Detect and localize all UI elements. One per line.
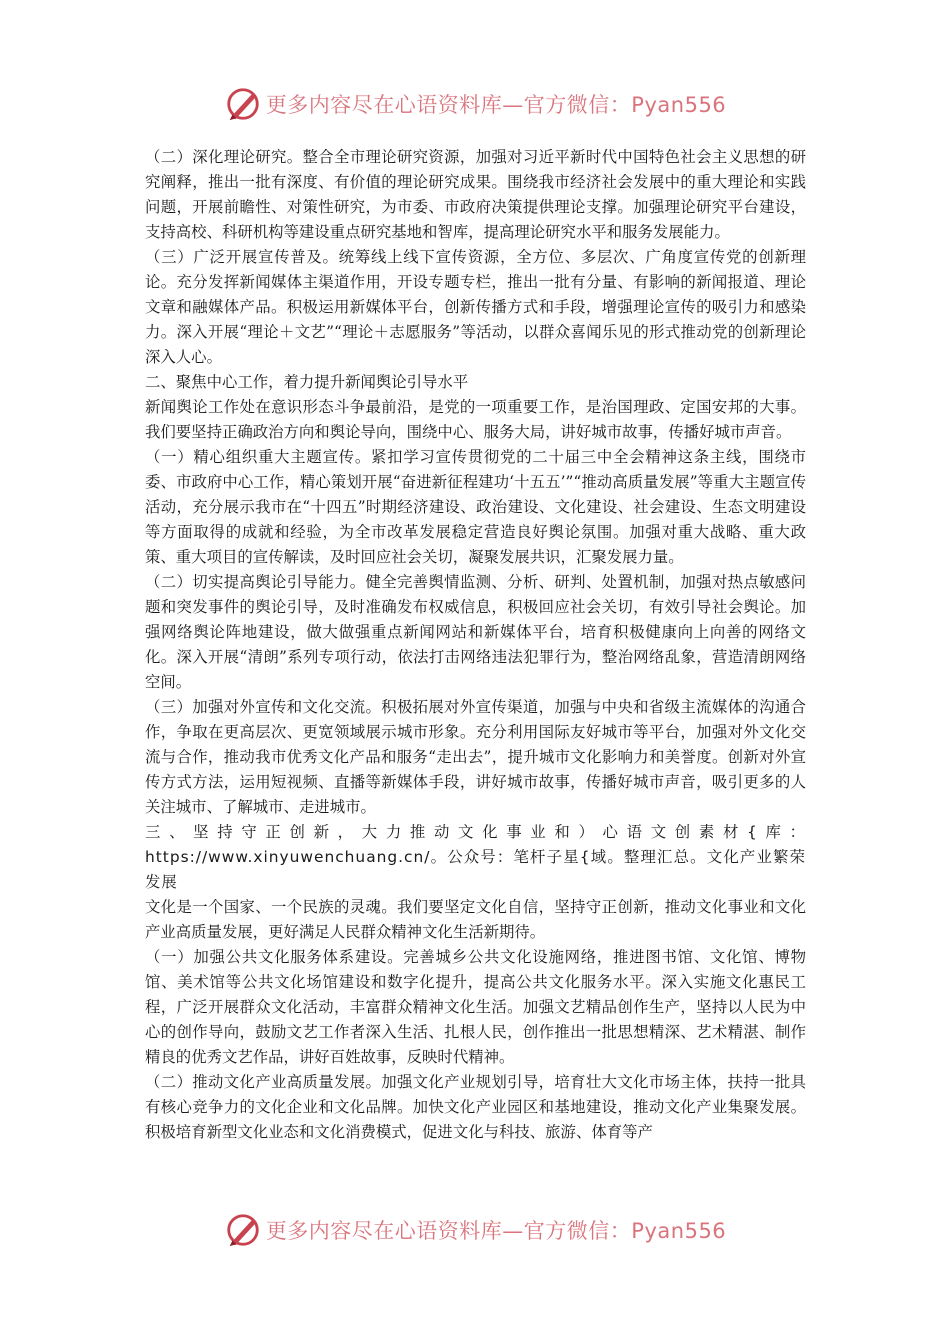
paragraph: （三）广泛开展宣传普及。统筹线上线下宣传资源，全方位、多层次、广角度宣传党的创新理论。充分发挥新闻媒体主渠道作用，开设专题专栏，推出一批有分量、有影响的新闻报道、理论文章和融媒体产品。积极运用新媒体平台，创新传播方式和手段，增强理论宣传的吸引力和感染力。深入开展“理论＋文艺”“理论＋志愿服务”等活动，以群众喜闻乐见的形式推动党的创新理论深入人心。 (145, 248, 806, 366)
paragraph: 文化是一个国家、一个民族的灵魂。我们要坚定文化自信，坚持守正创新，推动文化事业和文化产业高质量发展，更好满足人民群众精神文化生活新期待。 (145, 898, 806, 941)
paragraph: 新闻舆论工作处在意识形态斗争最前沿，是党的一项重要工作，是治国理政、定国安邦的大事。我们要坚持正确政治方向和舆论导向，围绕中心、服务大局，讲好城市故事，传播好城市声音。 (145, 398, 806, 441)
section-heading: 二、聚焦中心工作，着力提升新闻舆论引导水平 (145, 373, 469, 391)
pen-circle-logo-icon (224, 85, 262, 123)
banner-text: 更多内容尽在心语资料库—官方微信：Pyan556 (265, 1219, 727, 1243)
pen-circle-logo-icon (224, 1211, 262, 1249)
paragraph: （一）精心组织重大主题宣传。紧扣学习宣传贯彻党的二十届三中全会精神这条主线，围绕市委、市政府中心工作，精心策划开展“奋进新征程建功‘十五五’”“推动高质量发展”等重大主题宣传活动，充分展示我市在“十四五”时期经济建设、政治建设、文化建设、社会建设、生态文明建设等方面取得的成就和经验，为全市改革发展稳定营造良好舆论氛围。加强对重大战略、重大政策、重大项目的宣传解读，及时回应社会关切，凝聚发展共识，汇聚发展力量。 (145, 448, 806, 566)
document-body (145, 145, 806, 1145)
paragraph: （二）深化理论研究。整合全市理论研究资源，加强对习近平新时代中国特色社会主义思想的研究阐释，推出一批有深度、有价值的理论研究成果。围绕我市经济社会发展中的重大理论和实践问题，开展前瞻性、对策性研究，为市委、市政府决策提供理论支撑。加强理论研究平台建设，支持高校、科研机构等建设重点研究基地和智库，提高理论研究水平和服务发展能力。 (145, 148, 806, 241)
header-banner (0, 84, 950, 124)
paragraph: （二）推动文化产业高质量发展。加强文化产业规划引导，培育壮大文化市场主体，扶持一批具有核心竞争力的文化企业和文化品牌。加快文化产业园区和基地建设，推动文化产业集聚发展。积极培育新型文化业态和文化消费模式，促进文化与科技、旅游、体育等产 (145, 1073, 806, 1141)
paragraph: （一）加强公共文化服务体系建设。完善城乡公共文化设施网络，推进图书馆、文化馆、博物馆、美术馆等公共文化场馆建设和数字化提升，提高公共文化服务水平。深入实施文化惠民工程，广泛开展群众文化活动，丰富群众精神文化生活。加强文艺精品创作生产，坚持以人民为中心的创作导向，鼓励文艺工作者深入生活、扎根人民，创作推出一批思想精深、艺术精湛、制作精良的优秀文艺作品，讲好百姓故事，反映时代精神。 (145, 948, 806, 1066)
paragraph: （三）加强对外宣传和文化交流。积极拓展对外宣传渠道，加强与中央和省级主流媒体的沟通合作，争取在更高层次、更宽领域展示城市形象。充分利用国际友好城市等平台，加强对外文化交流与合作，推动我市优秀文化产品和服务“走出去”，提升城市文化影响力和美誉度。创新对外宣传方式方法，运用短视频、直播等新媒体手段，讲好城市故事，传播好城市声音，吸引更多的人关注城市、了解城市、走进城市。 (145, 698, 806, 816)
banner-text: 更多内容尽在心语资料库—官方微信：Pyan556 (265, 93, 727, 117)
footer-banner (0, 1210, 950, 1250)
section-heading: 三、坚持守正创新，大力推动文化事业和）心语文创素材{库：https://www.xinyuwenchuang.cn/。公众号：笔杆子星{域。整理汇总。文化产业繁荣发展 (145, 823, 806, 891)
paragraph: （二）切实提高舆论引导能力。健全完善舆情监测、分析、研判、处置机制，加强对热点敏感问题和突发事件的舆论引导，及时准确发布权威信息，积极回应社会关切，有效引导社会舆论。加强网络舆论阵地建设，做大做强重点新闻网站和新媒体平台，培育积极健康向上向善的网络文化。深入开展“清朗”系列专项行动，依法打击网络违法犯罪行为，整治网络乱象，营造清朗网络空间。 (145, 573, 806, 691)
